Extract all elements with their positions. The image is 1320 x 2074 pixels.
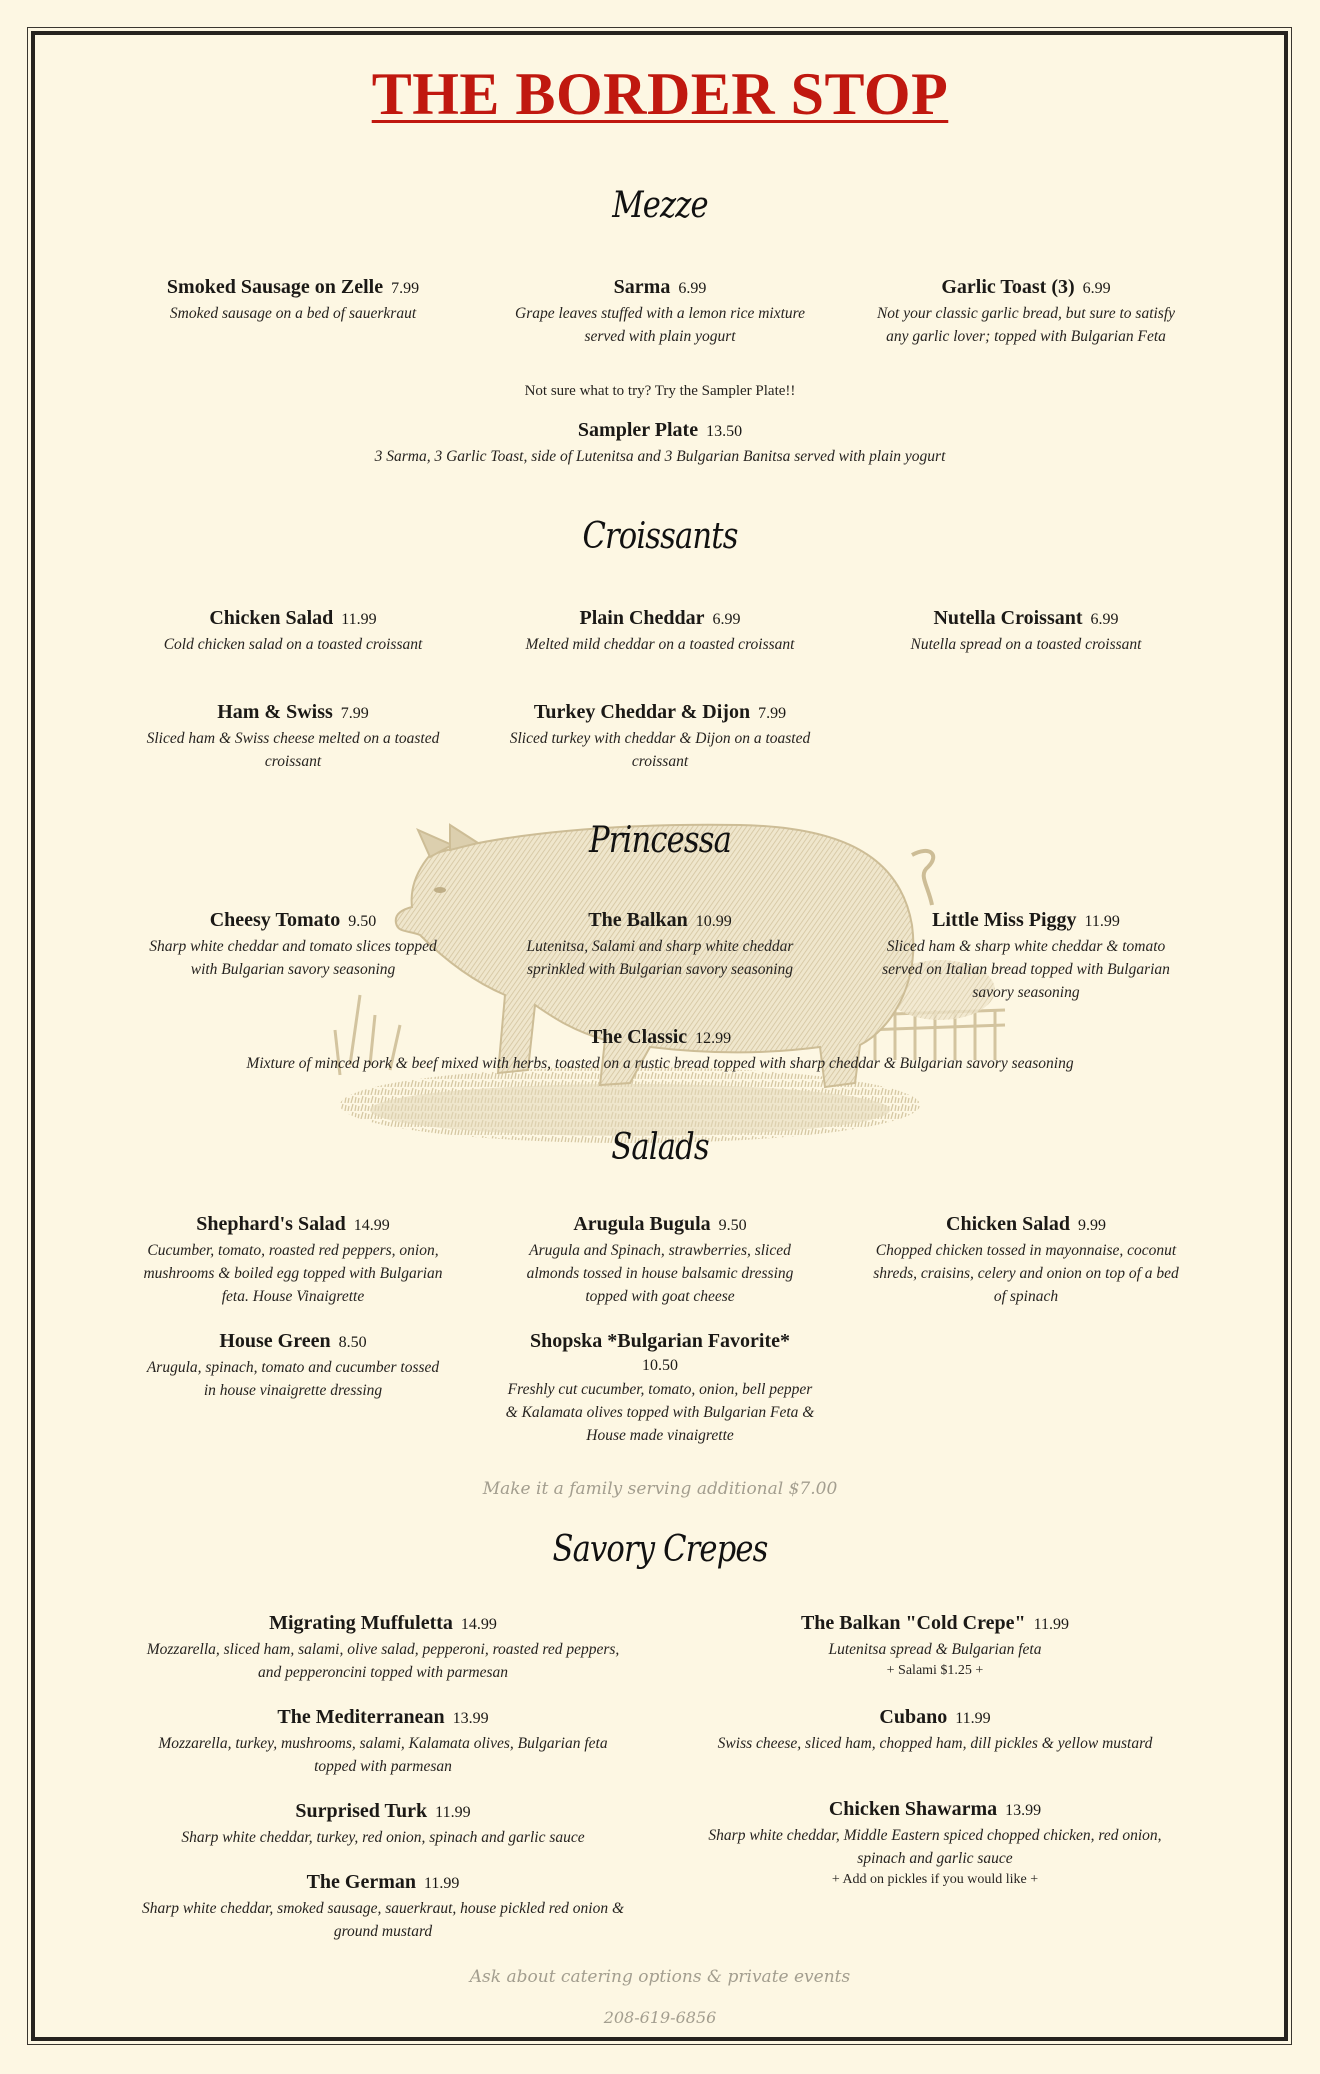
menu-item: [140, 1211, 446, 1308]
item-name: Arugula Bugula: [573, 1213, 711, 1235]
item-description: Sliced ham & sharp white cheddar & tomato served on Italian bread topped with Bulgarian savory seasoning: [882, 938, 1170, 1001]
item-name: Garlic Toast (3): [941, 276, 1075, 298]
section-mezze-heading-wrap: [0, 183, 1320, 229]
menu-item: [143, 699, 443, 773]
item-price: 12.99: [695, 1030, 732, 1047]
menu-item: [876, 274, 1176, 348]
item-price: 11.99: [435, 1804, 471, 1821]
sampler-suggestion: Not sure what to try? Try the Sampler Plate!!: [524, 383, 796, 399]
menu-item: [510, 274, 810, 348]
item-price: 11.99: [341, 611, 377, 628]
item-price: 9.50: [348, 913, 377, 930]
section-heading-mezze: Mezze: [612, 185, 708, 226]
item-name: The Balkan: [588, 909, 688, 931]
item-price: 7.99: [758, 705, 787, 722]
menu-item: [866, 605, 1186, 656]
item-description: Arugula, spinach, tomato and cucumber tossed in house vinaigrette dressing: [146, 1359, 440, 1399]
section-heading-savory-crepes: Savory Crepes: [552, 1529, 768, 1570]
item-description: Chopped chicken tossed in mayonnaise, coconut shreds, craisins, celery and onion on top of a bed of spinach: [873, 1242, 1179, 1305]
menu-item: [871, 907, 1181, 1004]
menu-item: [140, 274, 446, 325]
item-price: 13.99: [1005, 1802, 1042, 1819]
item-name: Nutella Croissant: [933, 607, 1083, 629]
item-price: 11.99: [1033, 1616, 1070, 1633]
menu-item: [140, 1869, 626, 1943]
item-price: 9.99: [1077, 1217, 1106, 1234]
menu-item: [505, 907, 815, 981]
item-name: Shopska *Bulgarian Favorite*: [529, 1330, 791, 1352]
item-description: Mozzarella, sliced ham, salami, olive salad, pepperoni, roasted red peppers, and pepperoncini topped with parmesan: [146, 1641, 620, 1681]
menu-item: [873, 1211, 1179, 1308]
restaurant-title-text: THE BORDER STOP: [371, 61, 949, 127]
item-price: 8.50: [338, 1334, 367, 1351]
item-name: Sarma: [613, 276, 671, 298]
menu-item: [690, 1796, 1180, 1890]
item-description: Not your classic garlic bread, but sure to satisfy any garlic lover; topped with Bulgarian Feta: [876, 305, 1176, 345]
menu-item: [140, 1798, 626, 1849]
item-price: 6.99: [1090, 611, 1119, 628]
item-description: Melted mild cheddar on a toasted croissant: [525, 636, 795, 653]
item-price: 11.99: [424, 1875, 460, 1892]
item-price: 14.99: [460, 1616, 497, 1633]
item-price: 11.99: [1084, 913, 1120, 930]
item-description: Sliced turkey with cheddar & Dijon on a toasted croissant: [509, 730, 811, 770]
menu-item-sampler: [160, 417, 1160, 468]
phone-number: 208-619-6856: [603, 2008, 717, 2027]
item-description: Sharp white cheddar, smoked sausage, sauerkraut, house pickled red onion & ground mustard: [141, 1900, 624, 1940]
menu-item-classic: [120, 1024, 1200, 1075]
item-price: 10.99: [695, 913, 732, 930]
item-price: 6.99: [678, 280, 707, 297]
item-price: 6.99: [712, 611, 741, 628]
menu-item: [505, 699, 815, 773]
item-price: 7.99: [340, 705, 369, 722]
item-name: The German: [306, 1871, 417, 1893]
section-salads-heading-wrap: [0, 1125, 1320, 1171]
item-description: Cucumber, tomato, roasted red peppers, onion, mushrooms & boiled egg topped with Bulgarian feta. House Vinaigrette: [143, 1242, 443, 1305]
menu-item: [690, 1704, 1180, 1755]
item-description: Cold chicken salad on a toasted croissant: [163, 636, 423, 653]
item-name: Chicken Salad: [946, 1213, 1070, 1235]
item-name: The Balkan "Cold Crepe": [800, 1612, 1026, 1634]
item-price: 9.50: [718, 1217, 747, 1234]
item-description: Nutella spread on a toasted croissant: [910, 636, 1142, 653]
item-name: Cheesy Tomato: [209, 909, 341, 931]
item-name: Cubano: [879, 1706, 948, 1728]
item-description: Sharp white cheddar, Middle Eastern spiced chopped chicken, red onion, spinach and garlic sauce: [708, 1827, 1162, 1867]
item-name: Surprised Turk: [295, 1800, 428, 1822]
item-price: 13.99: [452, 1710, 489, 1727]
item-price: 14.99: [353, 1217, 390, 1234]
menu-item: [140, 1328, 446, 1402]
menu-item: [138, 907, 448, 981]
item-description: Sharp white cheddar, turkey, red onion, spinach and garlic sauce: [181, 1829, 585, 1846]
item-addon-note: + Add on pickles if you would like +: [831, 1872, 1039, 1887]
menu-item: [140, 1704, 626, 1778]
section-heading-salads: Salads: [611, 1127, 709, 1168]
menu-item: [510, 605, 810, 656]
menu-item: [690, 1610, 1180, 1681]
item-description: 3 Sarma, 3 Garlic Toast, side of Lutenitsa and 3 Bulgarian Banitsa served with plain yogurt: [374, 448, 946, 465]
item-price: 10.50: [642, 1357, 678, 1374]
item-price: 11.99: [955, 1710, 991, 1727]
item-name: Plain Cheddar: [579, 607, 705, 629]
family-serving-note: Make it a family serving additional $7.00: [482, 1479, 838, 1499]
menu-item: [143, 605, 443, 656]
item-name: Shephard's Salad: [196, 1213, 346, 1235]
item-description: Lutenitsa spread & Bulgarian feta: [828, 1641, 1042, 1658]
item-price: 6.99: [1082, 280, 1111, 297]
item-name: Little Miss Piggy: [932, 909, 1077, 931]
item-name: Chicken Shawarma: [828, 1798, 998, 1820]
catering-note: Ask about catering options & private events: [469, 1967, 851, 1987]
item-name: The Mediterranean: [277, 1706, 445, 1728]
item-description: Sliced ham & Swiss cheese melted on a toasted croissant: [146, 730, 440, 770]
item-name: Migrating Muffuletta: [269, 1612, 453, 1634]
item-name: Smoked Sausage on Zelle: [166, 276, 384, 298]
item-price: 7.99: [391, 280, 420, 297]
item-description: Grape leaves stuffed with a lemon rice mixture served with plain yogurt: [515, 305, 805, 345]
item-name: The Classic: [588, 1026, 688, 1048]
item-description: Lutenitsa, Salami and sharp white cheddar sprinkled with Bulgarian savory seasoning: [526, 938, 794, 978]
section-crepes-heading-wrap: [0, 1527, 1320, 1573]
item-name: House Green: [219, 1330, 331, 1352]
item-name: Turkey Cheddar & Dijon: [533, 701, 751, 723]
restaurant-title: [0, 62, 1320, 126]
item-description: Mozzarella, turkey, mushrooms, salami, Kalamata olives, Bulgarian feta topped with parmesan: [158, 1735, 608, 1775]
item-description: Swiss cheese, sliced ham, chopped ham, dill pickles & yellow mustard: [717, 1735, 1153, 1752]
section-princessa-heading-wrap: [0, 818, 1320, 864]
menu-item: [505, 1328, 815, 1447]
section-croissants-heading-wrap: [0, 514, 1320, 560]
item-name: Ham & Swiss: [217, 701, 333, 723]
item-addon-note: + Salami $1.25 +: [886, 1663, 984, 1678]
menu-item: [140, 1610, 626, 1684]
item-description: Sharp white cheddar and tomato slices topped with Bulgarian savory seasoning: [149, 938, 437, 978]
item-description: Freshly cut cucumber, tomato, onion, bell pepper & Kalamata olives topped with Bulgarian Feta & House made vinaigrette: [505, 1381, 815, 1444]
item-description: Arugula and Spinach, strawberries, sliced almonds tossed in house balsamic dressing topped with goat cheese: [526, 1242, 794, 1305]
item-name: Sampler Plate: [577, 419, 699, 441]
item-name: Chicken Salad: [209, 607, 334, 629]
menu-item: [507, 1211, 813, 1308]
item-price: 13.50: [706, 423, 743, 440]
section-heading-croissants: Croissants: [582, 516, 738, 557]
item-description: Smoked sausage on a bed of sauerkraut: [169, 305, 417, 322]
item-description: Mixture of minced pork & beef mixed with herbs, toasted on a rustic bread topped with sharp cheddar & Bulgarian savory seasoning: [246, 1055, 1074, 1072]
section-heading-princessa: Princessa: [589, 820, 731, 861]
